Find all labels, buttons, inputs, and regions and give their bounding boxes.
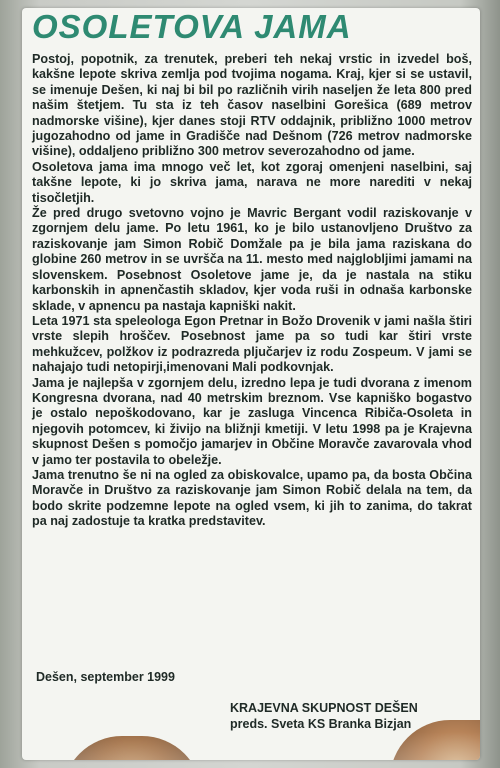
signature-block [230, 700, 418, 732]
signature-person: preds. Sveta KS Branka Bizjan [230, 717, 412, 731]
paragraph-upper-cave: Jama je najlepša v zgornjem delu, izredno lepa je tudi dvorana z imenom Kongresna dvorana, nad 40 metrskim breznom. Vse kapniško bogastvo je ostalo nepoškodovano, kar je zasluga Vincenca Ribiča-Osoleta in njegovih potomcev, ki živijo na bližnji kmetiji. V letu 1998 pa je Krajevna skupnost Dešen s pomočjo jamarjev in Občine Moravče zavarovala vhod v jamo ter postavila to obeležje. [32, 375, 472, 467]
paragraph-outlook: Jama trenutno še ni na ogled za obiskovalce, upamo pa, da bosta Občina Moravče in Društvo za raziskovanje jam Simon Robič delala na tem, da bodo skrite podzemne lepote na ogled vsem, ki jih to zanima, do takrat pa naj zadostuje ta kratka predstavitev. [32, 467, 472, 529]
bottom-fade [22, 732, 480, 760]
paragraph-intro: Postoj, popotnik, za trenutek, preberi teh nekaj vrstic in izvedel boš, kakšne lepote skriva zemlja pod tvojima nogama. Kraj, kjer si se ustavil, se imenuje Dešen, ki naj bi bil po različnih virih naseljen že leta 800 pred našim štetjem. Tu sta iz teh časov naselbini Gorešica (689 metrov nadmorske višine), kjer danes stoji RTV oddajnik, približno 1000 metrov jugozahodno od jame in Gradišče nad Dešnom (726 metrov nadmorske višine), oddaljeno približno 300 metrov severozahodno od jame. [32, 52, 472, 159]
paragraph-exploration: Že pred drugo svetovno vojno je Mavric Bergant vodil raziskovanje v zgornjem delu jame. Po letu 1961, ko je bilo ustanovljeno Društvo za raziskovanje jam Simon Robič Domžale pa je bila jama raziskana do globine 260 metrov in se uvršča na 11. mesto med najglobljimi jamami na slovenskem. Posebnost Osoletove jame je, da je nastala na stiku karbonskih in apnenčastih skladov, kjer voda ruši in odnaša karbonske sklade, v apnencu pa nastaja kapniški nakit. [32, 206, 472, 313]
paragraph-age: Osoletova jama ima mnogo več let, kot zgoraj omenjeni naselbini, saj takšne lepote, ki jo skriva jama, narava ne more narediti v nekaj tisočletjih. [32, 159, 472, 205]
signature-organization: KRAJEVNA SKUPNOST DEŠEN [230, 701, 418, 715]
sign-body [32, 52, 472, 530]
information-sign [22, 8, 480, 760]
paragraph-fauna: Leta 1971 sta speleologa Egon Pretnar in Božo Drovenik v jami našla štiri vrste slepih hroščev. Posebnost jame pa so tudi kar štiri vrste mehkužcev, polžkov iz podrazreda pljučarjev iz rodu Zospeum. V jami se nahajajo tudi netopirji,imenovani Mali podkovnjak. [32, 313, 472, 375]
place-date: Dešen, september 1999 [36, 670, 175, 684]
sign-title: OSOLETOVA JAMA [32, 8, 352, 45]
